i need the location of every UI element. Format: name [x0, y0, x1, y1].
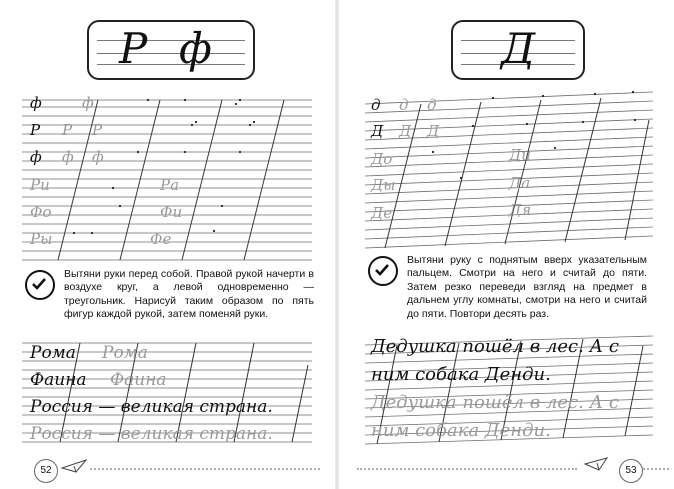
letter-card [87, 20, 255, 80]
task-instruction: Вытяни руку с поднятым вверх указательным пальцем. Смотри на него и считай до пяти. Затем резко переведи взгляд на предмет в дальнем углу комнаты, смотри на него и считай до пяти. Повтори десять раз. [407, 254, 647, 320]
copy-sentence: Россия — великая страна. [30, 397, 273, 417]
drill-letter-trace: Р [62, 121, 73, 139]
drill-letter: Д [371, 122, 384, 140]
copy-word-trace: Фаина [110, 370, 167, 390]
page-number: 53 [619, 459, 643, 483]
drill-syllable-trace: Ды [371, 176, 396, 194]
drill-letter-trace: д [399, 96, 409, 114]
drill-syllable-trace: Да [509, 174, 531, 192]
capital-letter: Р [119, 24, 148, 73]
copy-sentence: ним собака Денди. [371, 364, 551, 385]
letter-card [451, 20, 585, 80]
drill-letter: ф [30, 148, 42, 166]
drill-syllable-trace: Де [371, 204, 393, 222]
lowercase-letter: ф [179, 24, 212, 73]
checkmark-icon [25, 270, 55, 300]
copy-word: Фаина [30, 370, 87, 390]
footer-dotted-line [357, 468, 577, 470]
drill-letter-trace: Д [399, 122, 412, 140]
drill-syllable-trace: Фи [160, 203, 183, 221]
drill-letter-trace: Д [427, 122, 440, 140]
copy-sentence-trace: Россия — великая страна. [30, 424, 273, 444]
checkmark-icon [368, 256, 398, 286]
drill-letter-trace: ф [62, 148, 74, 166]
drill-syllable-trace: До [371, 150, 393, 168]
copy-sentence-trace: ним собака Денди. [371, 420, 551, 441]
drill-syllable-trace: Ри [30, 176, 50, 194]
drill-syllable-trace: Фо [30, 203, 52, 221]
drill-letter-trace: ф [82, 94, 94, 112]
drill-syllable-trace: Дя [509, 201, 532, 219]
copy-word: Рома [30, 343, 76, 363]
page-number: 52 [34, 459, 58, 483]
copy-sentence-trace: Дедушка пошёл в лес. А с [371, 392, 619, 413]
drill-syllable-trace: Фе [150, 230, 172, 248]
drill-letter-trace: ф [92, 148, 104, 166]
drill-letter-trace: Р [92, 121, 103, 139]
drill-letter: ф [30, 94, 42, 112]
footer-dotted-line [643, 468, 669, 470]
drill-letter: Р [30, 121, 41, 139]
drill-letter-trace: д [427, 96, 437, 114]
drill-syllable-trace: Ди [509, 146, 531, 164]
copy-sentence: Дедушка пошёл в лес. А с [371, 336, 619, 357]
footer-dotted-line [90, 468, 320, 470]
copy-word-trace: Рома [102, 343, 148, 363]
drill-letter: д [371, 96, 381, 114]
drill-syllable-trace: Ра [160, 176, 180, 194]
right-page [337, 0, 674, 489]
drill-syllable-trace: Ры [30, 230, 53, 248]
capital-letter: Д [501, 24, 536, 73]
task-instruction: Вытяни руки перед собой. Правой рукой начерти в воздухе круг, а левой одновременно — треугольник. Нарисуй таким образом по пять фигур каждой рукой, затем поменяй руки. [64, 268, 314, 321]
